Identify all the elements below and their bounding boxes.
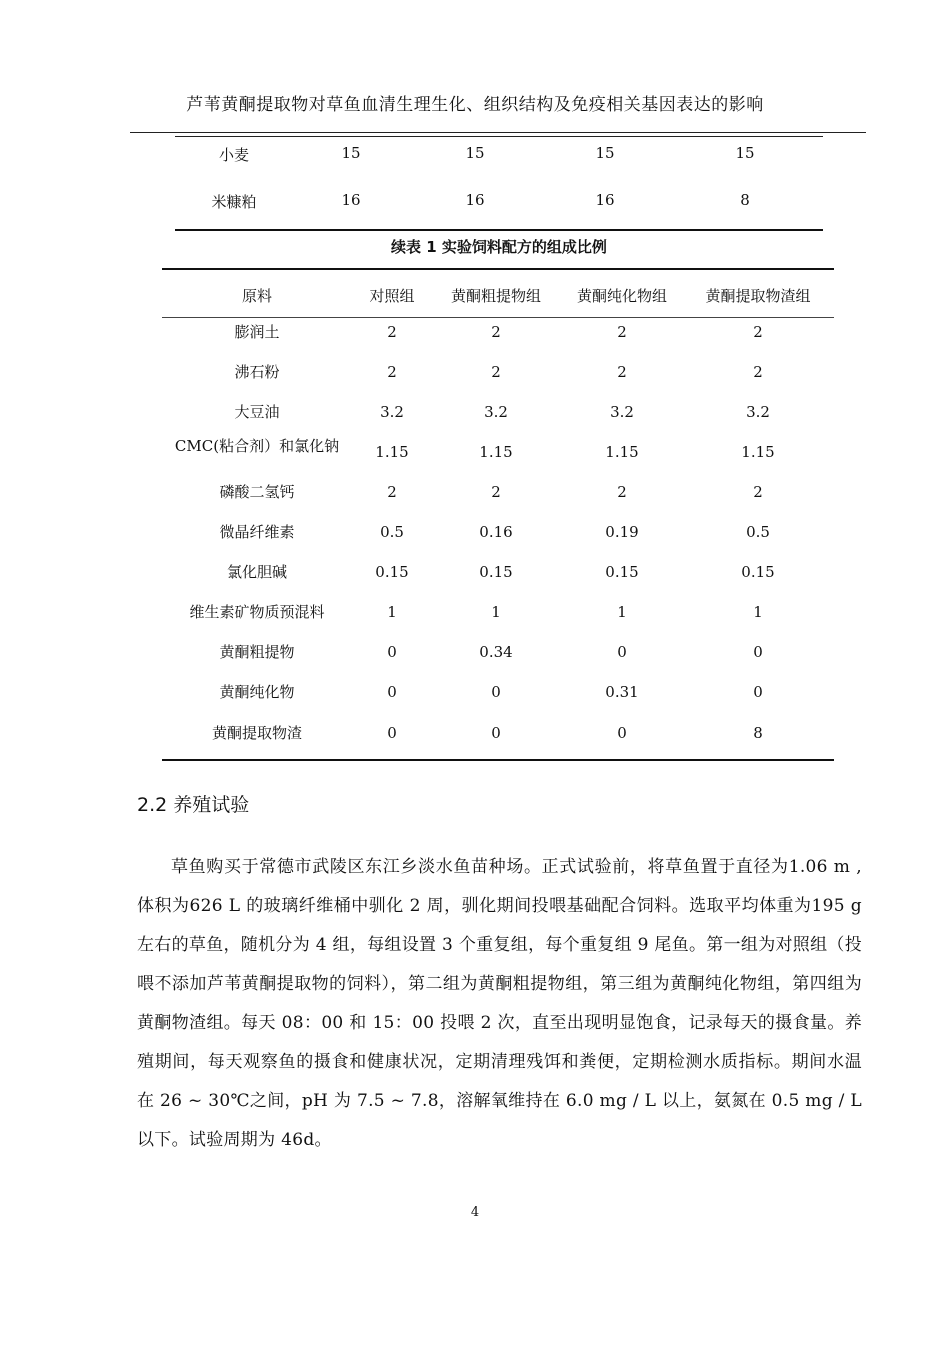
row-label: 黄酮纯化物	[219, 683, 295, 701]
table-top-rule	[162, 268, 834, 270]
row-label: 黄酮提取物渣	[211, 724, 302, 742]
table-cell: 2	[387, 483, 397, 501]
row-label: 大豆油	[234, 403, 280, 421]
row-label: 磷酸二氢钙	[219, 483, 295, 501]
table-cell: 16	[465, 191, 485, 209]
row-label: 氯化胆碱	[226, 563, 287, 581]
table-cell: 0.16	[479, 523, 513, 541]
table-cell: 0.15	[605, 563, 639, 581]
table-cell: 0.5	[380, 523, 404, 541]
table-cell: 15	[735, 144, 755, 162]
page-number: 4	[470, 1205, 480, 1220]
table-cell: 3.2	[610, 403, 634, 421]
row-label: 米糠粕	[211, 193, 257, 211]
table-cell: 2	[491, 483, 501, 501]
table-cell: 15	[341, 144, 361, 162]
table-cell: 0	[491, 724, 501, 742]
header-bottom-rule	[162, 317, 834, 318]
running-header-title: 芦苇黄酮提取物对草鱼血清生理生化、组织结构及免疫相关基因表达的影响	[186, 95, 764, 115]
table-cell: 0	[387, 683, 397, 701]
table-cell: 0	[491, 683, 501, 701]
table-cell: 0	[387, 643, 397, 661]
table-caption: 续表 1 实验饲料配方的组成比例	[391, 238, 607, 256]
table-cell: 0	[617, 643, 627, 661]
row-label: 黄酮粗提物	[219, 643, 295, 661]
table-cell: 1	[617, 603, 627, 621]
table-cell: 16	[595, 191, 615, 209]
table-cell: 0.15	[375, 563, 409, 581]
header-cell-ingredient: 原料	[241, 287, 272, 305]
table-cell: 1.15	[375, 443, 409, 461]
fragment-bottom-rule	[175, 229, 823, 231]
header-cell-residue: 黄酮提取物渣组	[705, 287, 811, 305]
row-label: 小麦	[218, 146, 249, 164]
table-cell: 1.15	[605, 443, 639, 461]
table-cell: 2	[491, 363, 501, 381]
table-cell: 15	[465, 144, 485, 162]
header-cell-crude: 黄酮粗提物组	[450, 287, 541, 305]
table-cell: 3.2	[380, 403, 404, 421]
table-cell: 8	[740, 191, 750, 209]
table-cell: 0.19	[605, 523, 639, 541]
table-cell: 0	[753, 643, 763, 661]
table-cell: 16	[341, 191, 361, 209]
header-cell-purified: 黄酮纯化物组	[576, 287, 667, 305]
table-cell: 2	[617, 363, 627, 381]
table-cell: 0	[617, 724, 627, 742]
row-label: 维生素矿物质预混料	[189, 603, 325, 621]
table-cell: 8	[753, 724, 763, 742]
body-paragraph: 草鱼购买于常德市武陵区东江乡淡水鱼苗种场。正式试验前，将草鱼置于直径为1.06 m ,体积为626 L 的玻璃纤维桶中驯化 2 周，驯化期间投喂基础配合饲料。选取平均体重为195 g 左右的草鱼，随机分为 4 组，每组设置 3 个重复组，每个重复组 9 尾鱼。第一组为对照组（投喂不添加芦苇黄酮提取物的饲料），第二组为黄酮粗提物组，第三组为黄酮纯化物组，第四组为黄酮物渣组。每天 08：00 和 15：00 投喂 2 次，直至出现明显饱食，记录每天的摄食量。养殖期间，每天观察鱼的摄食和健康状况，定期清理残饵和粪便，定期检测水质指标。期间水温在 26 ~ 30℃之间，pH 为 7.5 ~ 7.8，溶解氧维持在 6.0 mg / L 以上，氨氮在 0.5 mg / L 以下。试验周期为 46d。	[137, 857, 862, 1150]
table-cell: 0.5	[746, 523, 770, 541]
table-cell: 2	[753, 323, 763, 341]
table-cell: 2	[753, 483, 763, 501]
table-cell: 1	[753, 603, 763, 621]
row-label: 沸石粉	[234, 363, 280, 381]
row-label: 膨润土	[234, 323, 280, 341]
table-cell: 1.15	[741, 443, 775, 461]
table-cell: 0.15	[479, 563, 513, 581]
row-label: 微晶纤维素	[219, 523, 295, 541]
table-cell: 3.2	[746, 403, 770, 421]
table-cell: 0	[387, 724, 397, 742]
header-divider	[130, 132, 866, 133]
table-cell: 2	[491, 323, 501, 341]
row-label: CMC(粘合剂）和氯化钠	[174, 437, 340, 455]
table-cell: 0.34	[479, 643, 513, 661]
table-cell: 0.15	[741, 563, 775, 581]
table-cell: 0.31	[605, 683, 639, 701]
table-cell: 1	[387, 603, 397, 621]
table-cell: 2	[387, 323, 397, 341]
table-cell: 15	[595, 144, 615, 162]
table-cell: 0	[753, 683, 763, 701]
table-top-rule	[175, 136, 823, 137]
section-heading: 2.2 养殖试验	[137, 794, 250, 816]
table-cell: 3.2	[484, 403, 508, 421]
header-cell-control: 对照组	[369, 287, 415, 305]
table-cell: 2	[617, 483, 627, 501]
table-cell: 2	[617, 323, 627, 341]
table-bottom-rule	[162, 759, 834, 761]
table-cell: 2	[753, 363, 763, 381]
table-cell: 1.15	[479, 443, 513, 461]
table-cell: 2	[387, 363, 397, 381]
table-cell: 1	[491, 603, 501, 621]
